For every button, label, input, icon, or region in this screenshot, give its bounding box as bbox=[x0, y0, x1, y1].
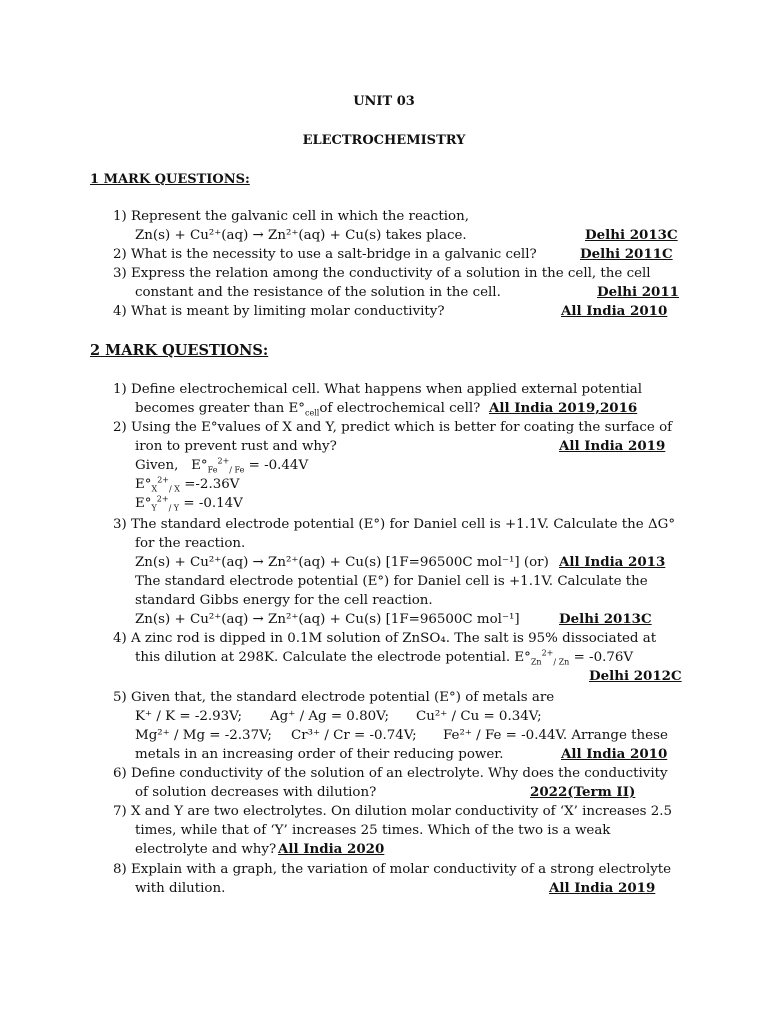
q1-line: 1) Represent the galvanic cell in which the reaction, bbox=[113, 209, 469, 224]
reference-badge: All India 2019 bbox=[559, 438, 666, 454]
q3-line: Zn(s) + Cu²⁺(aq) → Zn²⁺(aq) + Cu(s) [1F=96500C mol⁻¹] bbox=[135, 612, 520, 627]
q3-line: 3) The standard electrode potential (E°) for Daniel cell is +1.1V. Calculate the ΔG° bbox=[113, 517, 676, 532]
q8-line: with dilution. bbox=[135, 881, 226, 896]
q3-line: standard Gibbs energy for the cell reaction. bbox=[135, 593, 433, 608]
page-title: ELECTROCHEMISTRY bbox=[302, 133, 466, 148]
unit-heading: UNIT 03 bbox=[353, 94, 415, 109]
q3-line: 3) Express the relation among the conductivity of a solution in the cell, the cell bbox=[113, 266, 651, 281]
q4-line: 4) A zinc rod is dipped in 0.1M solution of ZnSO₄. The salt is 95% dissociated at bbox=[113, 631, 657, 646]
reference-badge: Delhi 2011C bbox=[580, 246, 673, 262]
reference-badge: All India 2019,2016 bbox=[489, 400, 638, 416]
q3-line: for the reaction. bbox=[135, 536, 246, 551]
q7-line: 7) X and Y are two electrolytes. On dilution molar conductivity of ‘X’ increases 2.5 bbox=[113, 804, 673, 819]
section-heading-1-mark: 1 MARK QUESTIONS: bbox=[90, 172, 250, 187]
q3-line: constant and the resistance of the solution in the cell. bbox=[135, 285, 501, 300]
q2-line: 2) Using the E°values of X and Y, predict which is better for coating the surface of bbox=[113, 420, 673, 435]
reference-badge: All India 2010 bbox=[561, 746, 668, 762]
q3-line: The standard electrode potential (E°) for Daniel cell is +1.1V. Calculate the bbox=[135, 574, 648, 589]
given-line: $E^\circ_Y^{2+}_{/ Y} = -0.14V$ bbox=[135, 494, 243, 513]
q3-line: Zn(s) + Cu²⁺(aq) → Zn²⁺(aq) + Cu(s) [1F=96500C mol⁻¹] (or) bbox=[135, 555, 549, 570]
q5-line: Cu²⁺ / Cu = 0.34V; bbox=[416, 709, 542, 724]
q1-line: becomes greater than $E^\circ_{cell}of$ electrochemical cell? bbox=[135, 401, 481, 418]
reference-badge: Delhi 2012C bbox=[589, 668, 682, 684]
given-line: Given, $E^\circ_{Fe}^{2+}_{/ Fe} = -0.44V$ bbox=[135, 456, 309, 475]
q5-line: Ag⁺ / Ag = 0.80V; bbox=[270, 709, 389, 724]
q5-line: Cr³⁺ / Cr = -0.74V; bbox=[291, 728, 417, 743]
section-heading-2-mark: 2 MARK QUESTIONS: bbox=[90, 342, 269, 359]
reference-badge: Delhi 2011 bbox=[597, 284, 679, 300]
q8-line: 8) Explain with a graph, the variation of molar conductivity of a strong electrolyte bbox=[113, 862, 672, 877]
reference-badge: All India 2010 bbox=[561, 303, 668, 319]
q1-line: Zn(s) + Cu²⁺(aq) → Zn²⁺(aq) + Cu(s) takes place. bbox=[135, 228, 467, 243]
reference-badge: All India 2019 bbox=[549, 880, 656, 896]
q5-line: Fe²⁺ / Fe = -0.44V. Arrange these bbox=[443, 728, 668, 743]
q5-line: 5) Given that, the standard electrode potential (E°) of metals are bbox=[113, 690, 555, 705]
q7-line: electrolyte and why? bbox=[135, 842, 277, 857]
q2-line: 2) What is the necessity to use a salt-bridge in a galvanic cell? bbox=[113, 247, 537, 262]
reference-badge: 2022(Term II) bbox=[530, 784, 636, 800]
q6-line: 6) Define conductivity of the solution of an electrolyte. Why does the conductivity bbox=[113, 766, 668, 781]
q6-line: of solution decreases with dilution? bbox=[135, 785, 377, 800]
q5-line: Mg²⁺ / Mg = -2.37V; bbox=[135, 728, 272, 743]
reference-badge: Delhi 2013C bbox=[559, 611, 652, 627]
reference-badge: Delhi 2013C bbox=[585, 227, 678, 243]
q7-line: times, while that of ‘Y’ increases 25 times. Which of the two is a weak bbox=[135, 823, 611, 838]
q2-line: iron to prevent rust and why? bbox=[135, 439, 337, 454]
q4-line: 4) What is meant by limiting molar conductivity? bbox=[113, 304, 445, 319]
q4-line: this dilution at 298K. Calculate the electrode potential. $E^\circ_{Zn}^{2+}_{/ Zn} = -0.76V$ bbox=[135, 648, 634, 667]
q1-line: 1) Define electrochemical cell. What happens when applied external potential bbox=[113, 382, 643, 397]
q5-line: K⁺ / K = -2.93V; bbox=[135, 709, 243, 724]
reference-badge: All India 2020 bbox=[278, 841, 385, 857]
q5-line: metals in an increasing order of their reducing power. bbox=[135, 747, 504, 762]
reference-badge: All India 2013 bbox=[559, 554, 666, 570]
given-line: $E^\circ_X^{2+}_{/ X} =-2.36V$ bbox=[135, 475, 240, 494]
